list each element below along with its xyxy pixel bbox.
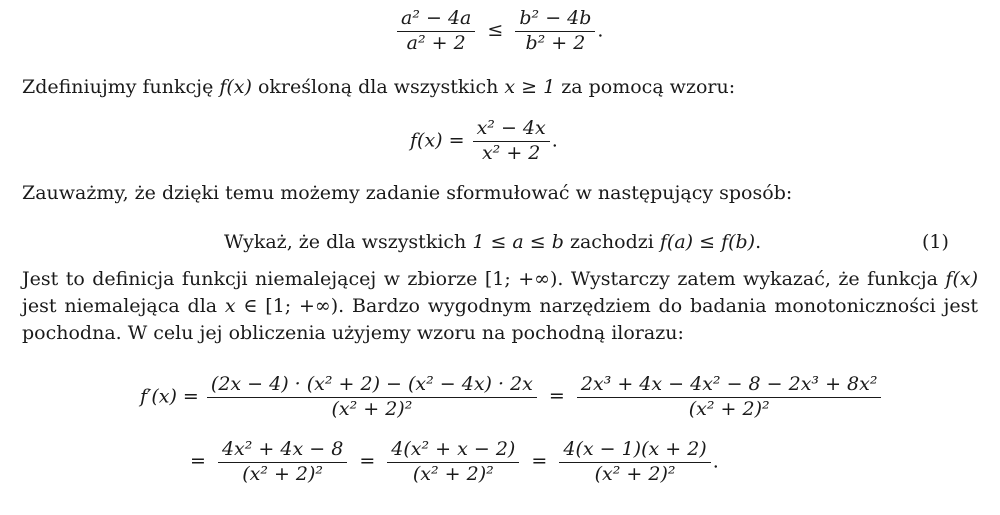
fraction-expanded: [577, 374, 882, 421]
fraction-denominator: (x² + 2)²: [594, 462, 676, 485]
paragraph-define-function: [22, 74, 978, 101]
fraction-denominator: (x² + 2)²: [242, 462, 324, 485]
fraction: [473, 118, 550, 165]
paragraph-reformulate: Zauważmy, że dzięki temu możemy zadanie sformułować w następujący sposób:: [22, 182, 793, 204]
fraction-b: [515, 8, 595, 55]
math-fx: f(x): [945, 268, 978, 290]
fraction-quotient-rule: [207, 374, 537, 421]
equation-lhs: f(x) =: [410, 129, 465, 152]
fraction-numerator: x² − 4x: [473, 118, 550, 142]
derivative-line-1: [140, 374, 883, 421]
text: Jest to definicja funkcji niemalejącej w zbiorze [1; +∞). Wystarczy zatem wykazać, że funkcja: [22, 268, 946, 290]
equals-sign: =: [359, 450, 376, 473]
text: jest niemalejąca dla: [22, 295, 225, 317]
text: Zdefiniujmy funkcję: [22, 76, 220, 98]
math-fx: f(x): [219, 76, 252, 98]
fraction-a: [397, 8, 475, 55]
equals-sign: =: [531, 450, 548, 473]
equation-period: .: [551, 129, 558, 152]
fraction-denominator: a² + 2: [406, 31, 466, 54]
fraction-denominator: (x² + 2)²: [688, 397, 770, 420]
derivative-line-2: [186, 439, 719, 486]
text: za pomocą wzoru:: [555, 76, 736, 98]
text: ∈ [1; +∞). Bardzo wygodnym narzędziem do badania monotoniczności jest: [235, 295, 978, 317]
relation-symbol: ≤: [487, 19, 504, 42]
equation-lhs: f′(x) =: [140, 385, 199, 408]
fraction-numerator: 4x² + 4x − 8: [218, 439, 347, 463]
fraction-denominator: (x² + 2)²: [412, 462, 494, 485]
fraction-numerator: a² − 4a: [397, 8, 475, 32]
fraction-numerator: (2x − 4) · (x² + 2) − (x² − 4x) · 2x: [207, 374, 537, 398]
function-definition: [410, 118, 558, 165]
paragraph-line-3: pochodna. W celu jej obliczenia użyjemy wzoru na pochodną ilorazu:: [22, 322, 684, 344]
equals-sign: =: [190, 450, 206, 473]
fraction-denominator: x² + 2: [481, 141, 541, 164]
fraction-numerator: 4(x² + x − 2): [387, 439, 519, 463]
math-condition: x ≥ 1: [504, 76, 556, 98]
text: zachodzi: [563, 231, 660, 253]
text: .: [755, 231, 762, 253]
fraction-numerator: b² − 4b: [515, 8, 595, 32]
math-x: x: [224, 295, 236, 317]
fraction-denominator: b² + 2: [525, 31, 586, 54]
top-inequality: [395, 8, 603, 55]
fraction-numerator: 4(x − 1)(x + 2): [559, 439, 710, 463]
equation-period: .: [712, 450, 719, 473]
statement: [224, 229, 761, 256]
equation-number: (1): [922, 231, 949, 253]
text: określoną dla wszystkich: [251, 76, 505, 98]
paragraph-line-2: [22, 293, 978, 320]
fraction-denominator: (x² + 2)²: [331, 397, 413, 420]
fraction-numerator: 2x³ + 4x − 4x² − 8 − 2x³ + 8x²: [577, 374, 882, 398]
paragraph-line-1: [22, 266, 978, 293]
math-condition: 1 ≤ a ≤ b: [472, 231, 564, 253]
text: Wykaż, że dla wszystkich: [224, 231, 473, 253]
math-inequality: f(a) ≤ f(b): [659, 231, 756, 253]
fraction-factored-4: [387, 439, 519, 486]
equation-period: .: [597, 19, 604, 42]
equals-sign: =: [548, 385, 565, 408]
fraction-fully-factored: [559, 439, 710, 486]
fraction-simplified: [218, 439, 347, 486]
